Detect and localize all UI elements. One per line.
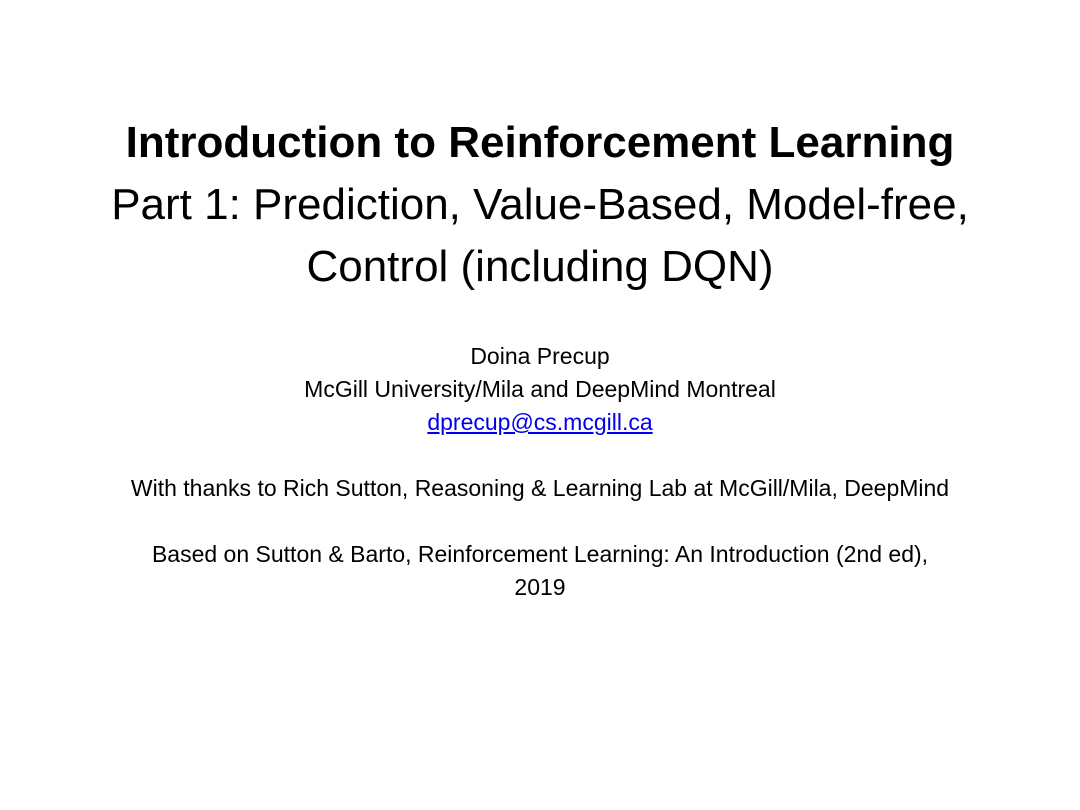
title-subtitle-line-1: Part 1: Prediction, Value-Based, Model-free,	[111, 180, 969, 229]
author-name: Doina Precup	[470, 343, 610, 369]
author-affiliation: McGill University/Mila and DeepMind Montreal	[304, 376, 776, 402]
author-info	[0, 340, 1080, 604]
title-subtitle-line-2: Control (including DQN)	[306, 242, 774, 291]
source-line-2: 2019	[514, 574, 566, 600]
spacer	[0, 439, 1080, 472]
source-line-1: Based on Sutton & Barto, Reinforcement Learning: An Introduction (2nd ed),	[151, 541, 929, 567]
author-email-row	[0, 406, 1080, 439]
author-email-link[interactable]: dprecup@cs.mcgill.ca	[427, 409, 653, 435]
acknowledgement: With thanks to Rich Sutton, Reasoning & Learning Lab at McGill/Mila, DeepMind	[130, 475, 950, 501]
title-main: Introduction to Reinforcement Learning	[125, 118, 955, 167]
slide-title	[0, 112, 1080, 298]
spacer	[0, 505, 1080, 538]
